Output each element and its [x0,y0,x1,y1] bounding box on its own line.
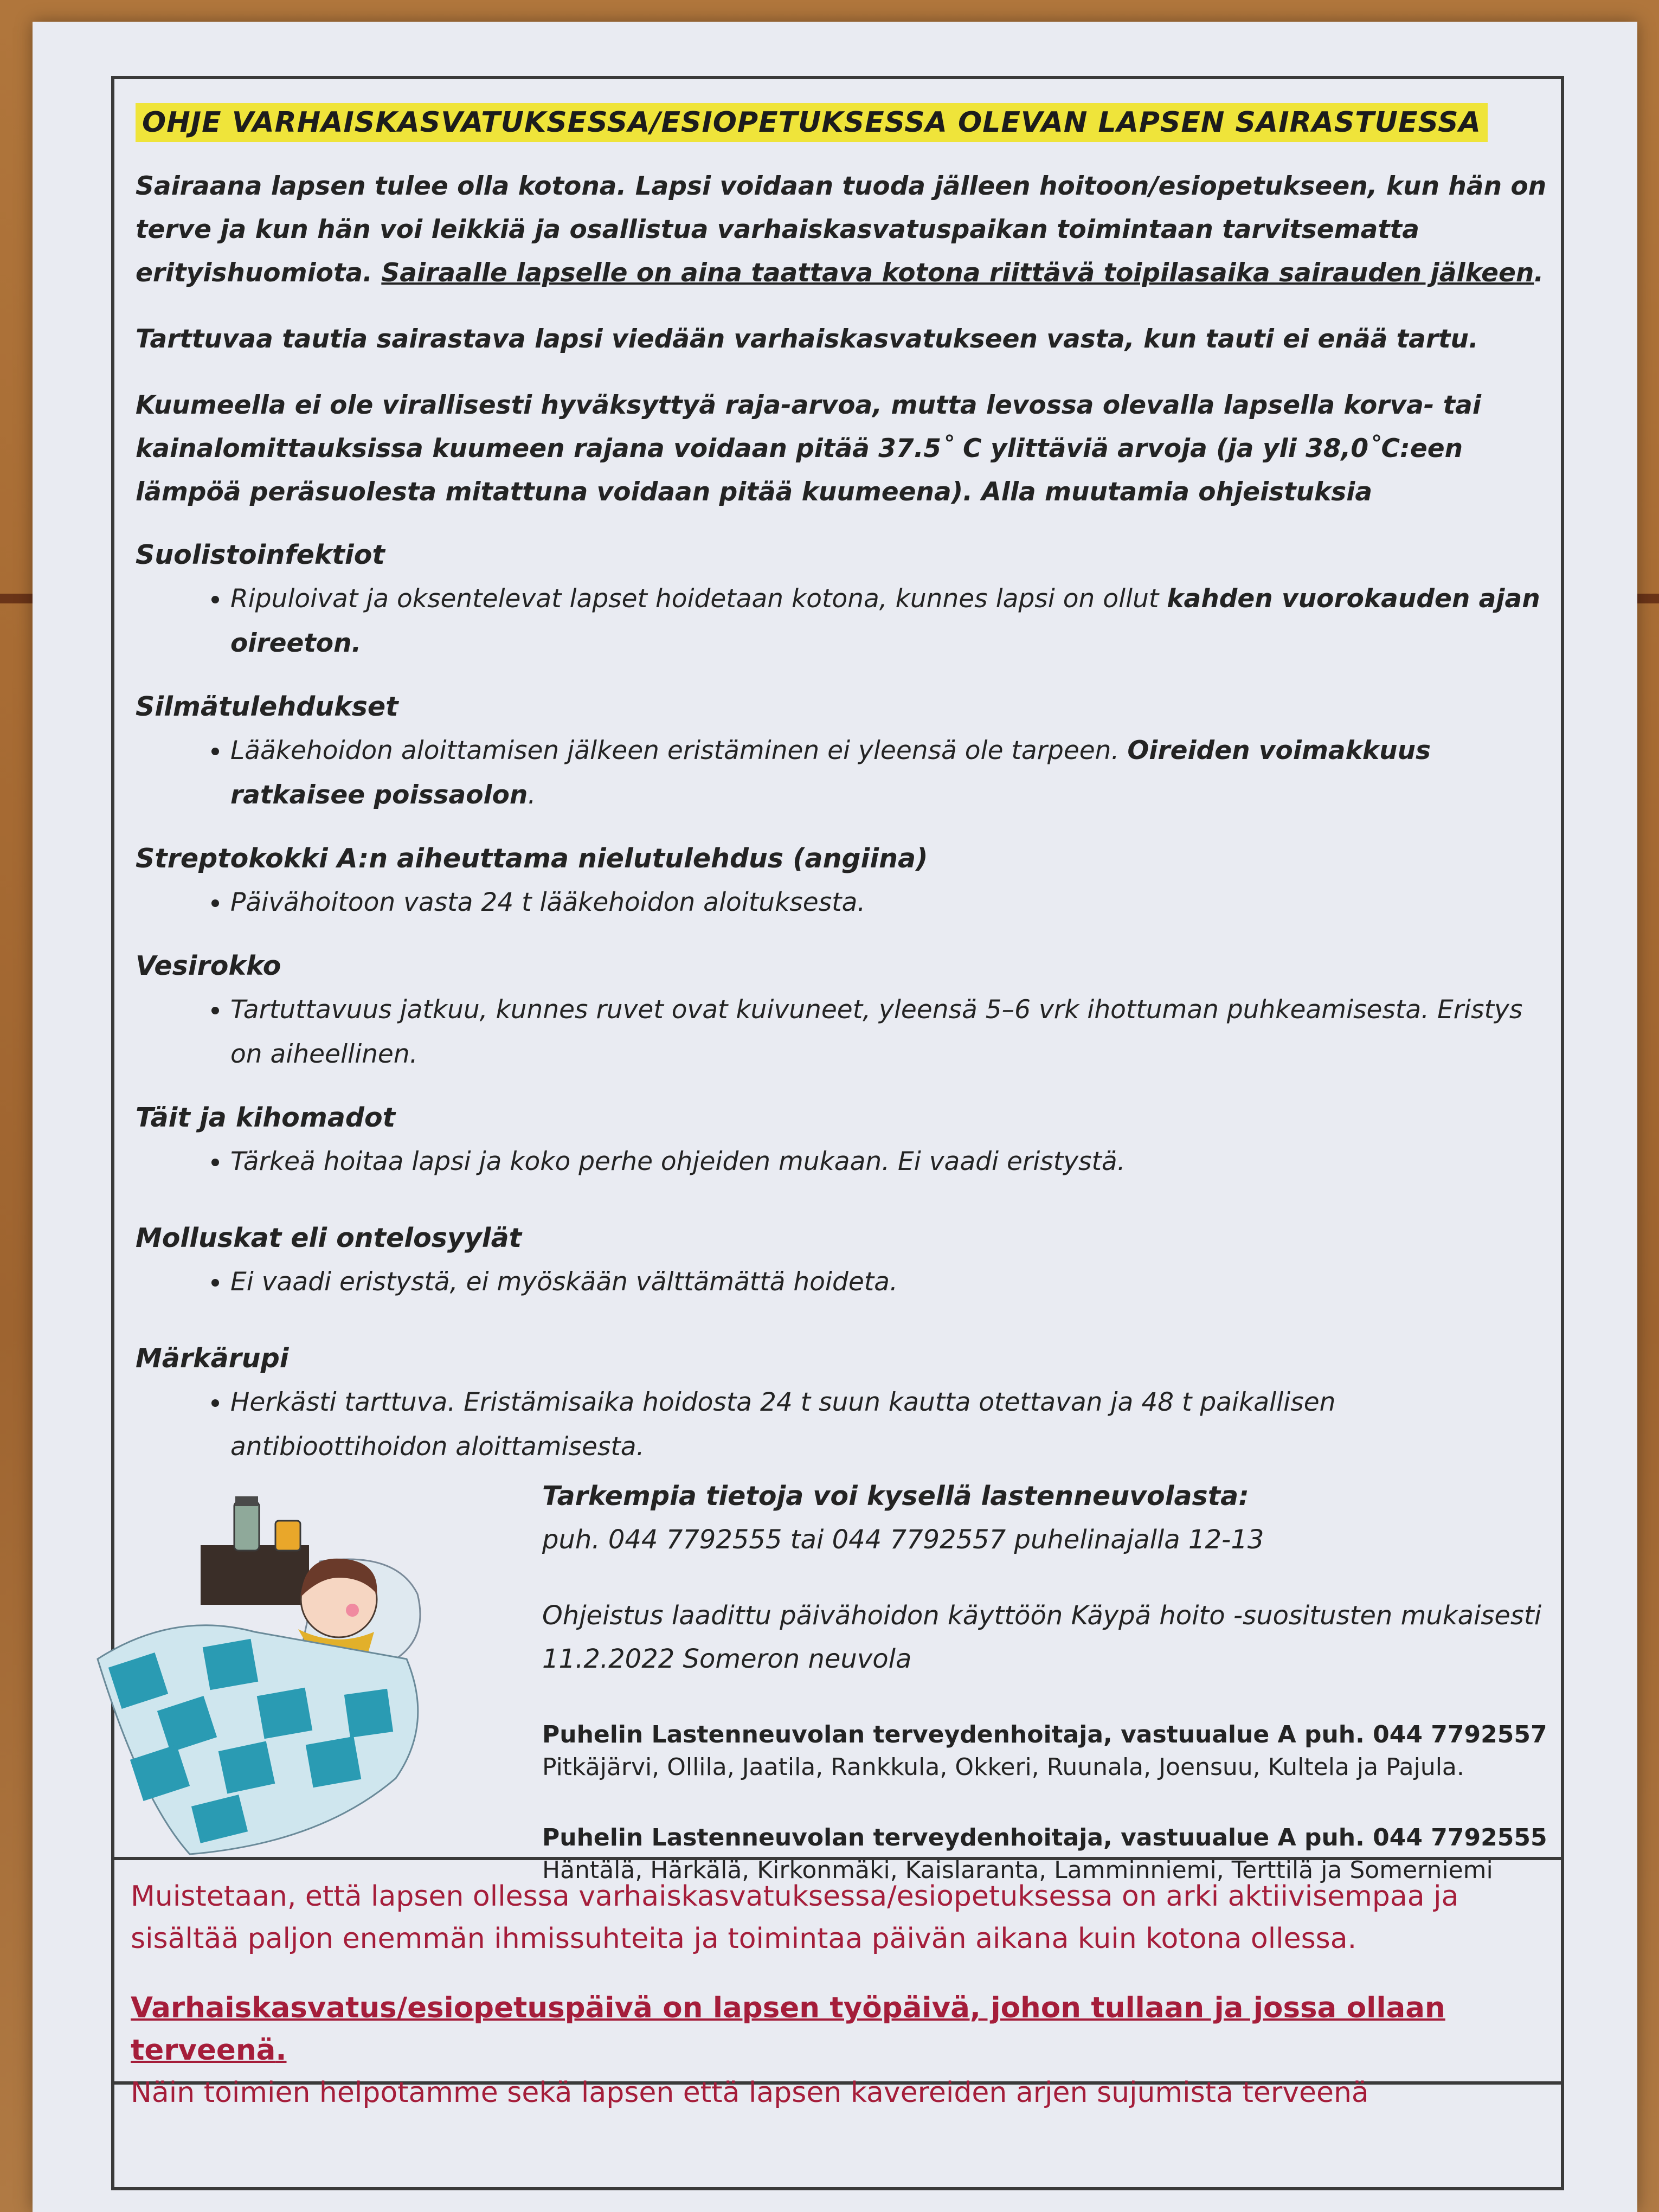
section-bullet [230,729,1551,818]
reminder-p2-text: Varhaiskasvatus/esiopetuspäivä on lapsen työpäivä, johon tullaan ja jossa ollaan terveenä [131,1991,1445,2067]
quilt [98,1625,418,1854]
section-title: Streptokokki A:n aiheuttama nielutulehdus (angiina) [136,843,928,874]
reminder-box [111,1857,1564,2109]
section-markarupi [136,1337,1551,1469]
section-molluskat [136,1217,1551,1304]
section-bullet: • Herkästi tarttuva. Eristämisaika hoidosta 24 t suun kautta otettavan ja 48 t paikallisen antibioottihoidon aloittamisesta. [230,1380,1551,1469]
intro-p1-underlined: Sairaalle lapselle on aina taattava kotona riittävä toipilasaika sairauden jälkeen [381,258,1534,288]
sick-child-in-bed-illustration [92,1496,483,1865]
nurse-areas-1: Pitkäjärvi, Ollila, Jaatila, Rankkula, Okkeri, Ruunala, Joensuu, Kultela ja Pajula. [542,1753,1464,1781]
reminder-paragraph-3: Näin toimien helpotamme sekä lapsen että lapsen kavereiden arjen sujumista terveenä [131,2076,1369,2109]
section-title: Silmätulehdukset [136,691,398,722]
intro-paragraph-1 [136,165,1551,295]
nurse-contact-2: Puhelin Lastenneuvolan terveydenhoitaja, vastuualue A puh. 044 7792555 [542,1824,1547,1851]
section-bullet: • Ei vaadi eristystä, ei myöskään välttämättä hoideta. [230,1260,1551,1304]
reminder-paragraph-2 [131,1987,1545,2072]
section-tait [136,1096,1551,1184]
intro-p1-end: . [1534,258,1544,288]
document-title: OHJE VARHAISKASVATUKSESSA/ESIOPETUKSESSA OLEVAN LAPSEN SAIRASTUESSA [136,103,1488,142]
prepared-note: Ohjeistus laadittu päivähoidon käyttöön Käypä hoito -suositusten mukaisesti 11.2.2022 Someron neuvola [542,1600,1542,1674]
cup-icon [275,1521,300,1551]
section-bullet: • Tartuttavuus jatkuu, kunnes ruvet ovat kuivuneet, yleensä 5–6 vrk ihottuman puhkeamisesta. Eristys on aiheellinen. [230,988,1551,1077]
bullet-end: . [528,780,536,810]
section-title: Märkärupi [136,1343,289,1374]
nurse-contact-1: Puhelin Lastenneuvolan terveydenhoitaja, vastuualue A puh. 044 7792557 [542,1721,1547,1748]
section-vesirokko [136,944,1551,1077]
reminder-paragraph-1: Muistetaan, että lapsen ollessa varhaiskasvatuksessa/esiopetuksessa on arki aktiivisempaa ja sisältää paljon enemmän ihmissuhteita ja toimintaa päivän aikana kuin kotona ollessa. [131,1880,1459,1955]
bullet-bold: kahden vuorokauden ajan oireeton. [230,584,1540,658]
bullet-text: Lääkehoidon aloittamisen jälkeen eristäminen ei yleensä ole tarpeen. [230,736,1128,766]
intro-paragraph-2: Tarttuvaa tautia sairastava lapsi viedään varhaiskasvatukseen vasta, kun tauti ei enää tartu. [136,324,1478,354]
section-title: Suolistoinfektiot [136,539,385,570]
section-bullet [230,577,1551,666]
reminder-p2-end: . [275,2034,287,2067]
bottom-area [136,1475,1551,1887]
section-title: Molluskat eli ontelosyylät [136,1223,522,1253]
intro-p1-text: Sairaana lapsen tulee olla kotona. Lapsi voidaan tuoda jälleen hoitoon/esiopetukseen, kun hän on terve ja kun hän voi leikkiä ja osallistua varhaiskasvatuspaikan toimintaan tarvitsematta erityishuomiota. [136,171,1547,288]
section-title: Vesirokko [136,950,281,981]
section-angiina [136,837,1551,925]
document-content [136,103,1551,1887]
bottle-icon [234,1502,259,1551]
bullet-bold: Oireiden voimakkuus ratkaisee poissaolon [230,736,1431,810]
bullet-text: Ripuloivat ja oksentelevat lapset hoidetaan kotona, kunnes lapsi on ollut [230,584,1167,614]
section-bullet: • Päivähoitoon vasta 24 t lääkehoidon aloituksesta. [230,880,1551,925]
phone-line: puh. 044 7792555 tai 044 7792557 puhelinajalla 12-13 [542,1525,1264,1555]
section-silmatulehdukset [136,685,1551,818]
section-suolistoinfektiot [136,533,1551,666]
nurse-areas-2: Häntälä, Härkälä, Kirkonmäki, Kaislaranta, Lamminniemi, Terttilä ja Somerniemi [542,1856,1493,1884]
more-info-heading: Tarkempia tietoja voi kysellä lastenneuvolasta: [542,1481,1249,1512]
bedside-table [201,1545,309,1605]
section-title: Täit ja kihomadot [136,1102,396,1133]
section-bullet: • Tärkeä hoitaa lapsi ja koko perhe ohjeiden mukaan. Ei vaadi eristystä. [230,1140,1551,1184]
contact-info [542,1475,1551,1887]
intro-paragraph-3: Kuumeella ei ole virallisesti hyväksyttyä raja-arvoa, mutta levossa olevalla lapsella korva- tai kainalomittauksissa kuumeen rajana voidaan pitää 37.5˚ C ylittäviä arvoja (ja yli 38,0˚C:een lämpöä peräsuolesta mitattuna voidaan pitää kuumeena). Alla muutamia ohjeistuksia [136,390,1481,507]
